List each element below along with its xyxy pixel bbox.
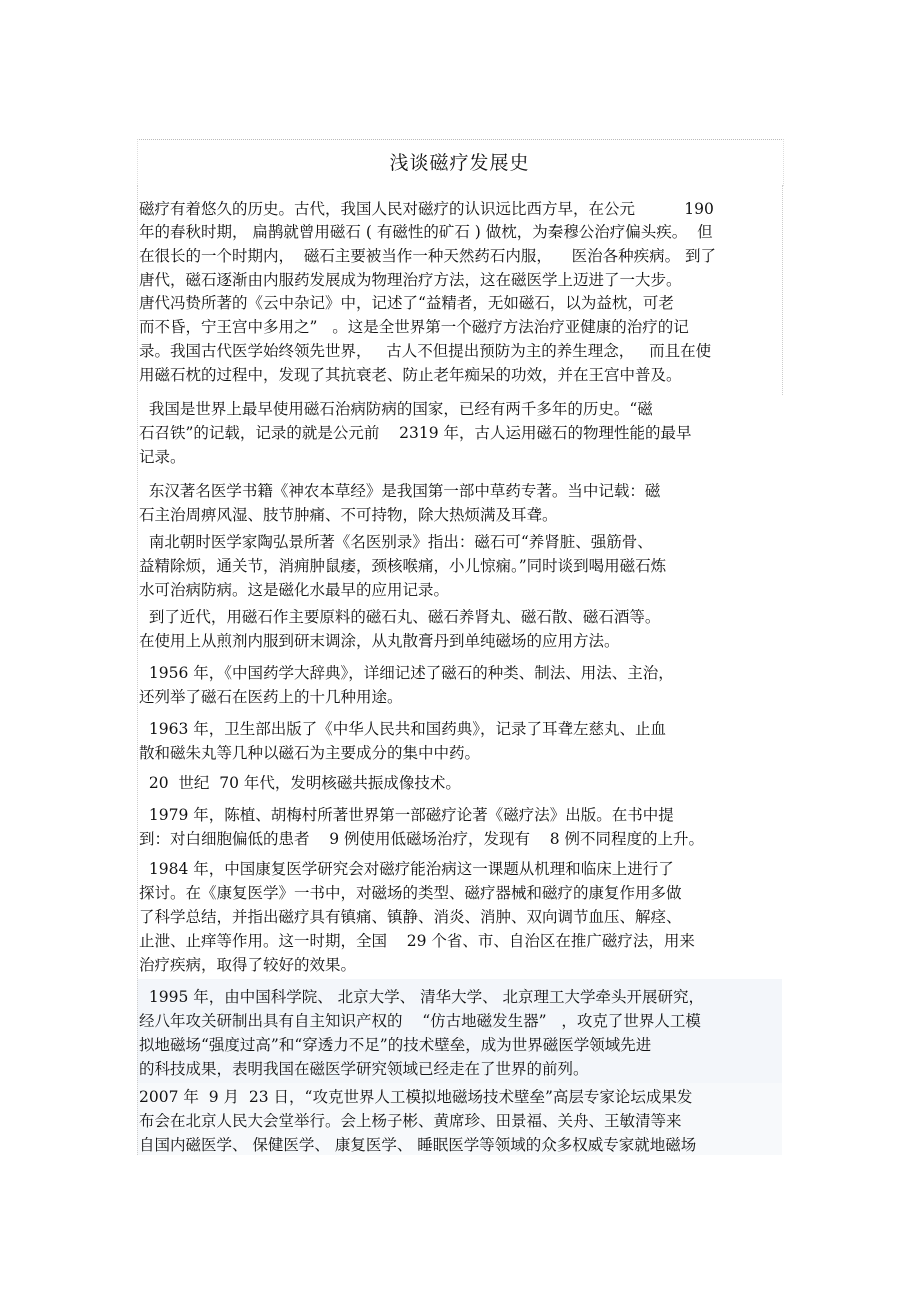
text-line: 1956 年，《中国药学大辞典》，详细记述了磁石的种类、制法、用法、主治，	[139, 664, 674, 682]
text-line: 探讨。在《康复医学》一书中，对磁场的类型、磁疗器械和磁疗的康复作用多做	[139, 884, 682, 902]
text-line: 记录。	[139, 448, 186, 466]
text-line: 1963 年，卫生部出版了《中华人民共和国药典》，记录了耳聋左慈丸、止血	[139, 720, 666, 738]
text-line: 年的春秋时期， 扁鹊就曾用磁石 ( 有磁性的矿石 ) 做枕，为秦穆公治疗偏头疾。 但	[139, 223, 713, 241]
text-line: 1984 年，中国康复医学研究会对磁疗能治病这一课题从机理和临床上进行了	[139, 860, 674, 878]
text-line: 还列举了磁石在医药上的十几种用途。	[139, 688, 403, 706]
text-line: 唐代冯贽所著的《云中杂记》中，记述了“益精者，无如磁石，以为益枕，可老	[139, 294, 674, 312]
text-line: 20 世纪 70 年代，发明核磁共振成像技术。	[139, 774, 461, 792]
text-line: 1995 年，由中国科学院、 北京大学、 清华大学、 北京理工大学牵头开展研究，	[139, 988, 705, 1006]
text-line: 布会在北京人民大会堂举行。会上杨子彬、黄席珍、田景福、关舟、王敏清等来	[139, 1112, 682, 1130]
text-line: 治疗疾病，取得了较好的效果。	[139, 956, 357, 974]
text-line: 拟地磁场“强度过高”和“穿透力不足”的技术壁垒，成为世界磁医学领域先进	[139, 1036, 652, 1054]
text-line: 散和磁朱丸等几种以磁石为主要成分的集中中药。	[139, 744, 481, 762]
text-line: 录。我国古代医学始终领先世界， 古人不但提出预防为主的养生理念， 而且在使	[139, 342, 712, 360]
text-line: 南北朝时医学家陶弘景所著《名医别录》指出：磁石可“养肾脏、强筋骨、	[139, 533, 653, 551]
right-margin-rule	[782, 185, 783, 395]
text-line: 1979 年，陈植、胡梅村所著世界第一部磁疗论著《磁疗法》出版。在书中提	[139, 806, 674, 824]
text-line: 到了近代，用磁石作主要原料的磁石丸、磁石养肾丸、磁石散、磁石酒等。	[139, 608, 661, 626]
text-line: 石召铁”的记载，记录的就是公元前 2319 年，古人运用磁石的物理性能的最早	[139, 424, 692, 442]
text-line: 在使用上从煎剂内服到研末调涂，从丸散膏丹到单纯磁场的应用方法。	[139, 632, 620, 650]
text-line: 的科技成果，表明我国在磁医学研究领域已经走在了世界的前列。	[139, 1060, 589, 1078]
text-line: 而不昏，宁王宫中多用之” 。这是全世界第一个磁疗方法治疗亚健康的治疗的记	[139, 318, 689, 336]
text-line: 经八年攻关研制出具有自主知识产权的 “仿古地磁发生器” ，攻克了世界人工模	[139, 1012, 701, 1030]
text-line: 在很长的一个时期内， 磁石主要被当作一种天然药石内服， 医治各种疾病。 到了	[139, 247, 716, 265]
text-line: 止泄、止痒等作用。这一时期，全国 29 个省、市、自治区在推广磁疗法，用来	[139, 932, 695, 950]
text-line: 唐代，磁石逐渐由内服药发展成为物理治疗方法，这在磁医学上迈进了一大步。	[139, 271, 682, 289]
left-margin-rule	[137, 185, 138, 1155]
text-line: 益精除烦，通关节，消痈肿鼠痿，颈核喉痛，小儿惊痫。”同时谈到喝用磁石炼	[139, 557, 667, 575]
page-title: 浅谈磁疗发展史	[389, 152, 530, 174]
text-line: 东汉著名医学书籍《神农本草经》是我国第一部中草药专著。当中记载：磁	[139, 482, 661, 500]
text-line: 了科学总结，并指出磁疗具有镇痛、镇静、消炎、消肿、双向调节血压、解痉、	[139, 908, 682, 926]
text-line: 自国内磁医学、 保健医学、 康复医学、 睡眠医学等领域的众多权威专家就地磁场	[139, 1136, 697, 1154]
text-line: 石主治周痹风湿、肢节肿痛、不可持物，除大热烦满及耳聋。	[139, 506, 558, 524]
text-line: 2007 年 9 月 23 日，“攻克世界人工模拟地磁场技术壁垒”高层专家论坛成果发	[139, 1088, 693, 1106]
text-line: 到：对白细胞偏低的患者 9 例使用低磁场治疗，发现有 8 例不同程度的上升。	[139, 830, 704, 848]
text-line: 水可治病防病。这是磁化水最早的应用记录。	[139, 581, 450, 599]
text-line: 磁疗有着悠久的历史。古代，我国人民对磁疗的认识远比西方早，在公元 190	[139, 200, 714, 218]
text-line: 用磁石枕的过程中，发现了其抗衰老、防止老年痴呆的功效，并在王宫中普及。	[139, 366, 682, 384]
text-line: 我国是世界上最早使用磁石治病防病的国家，已经有两千多年的历史。“磁	[139, 400, 653, 418]
